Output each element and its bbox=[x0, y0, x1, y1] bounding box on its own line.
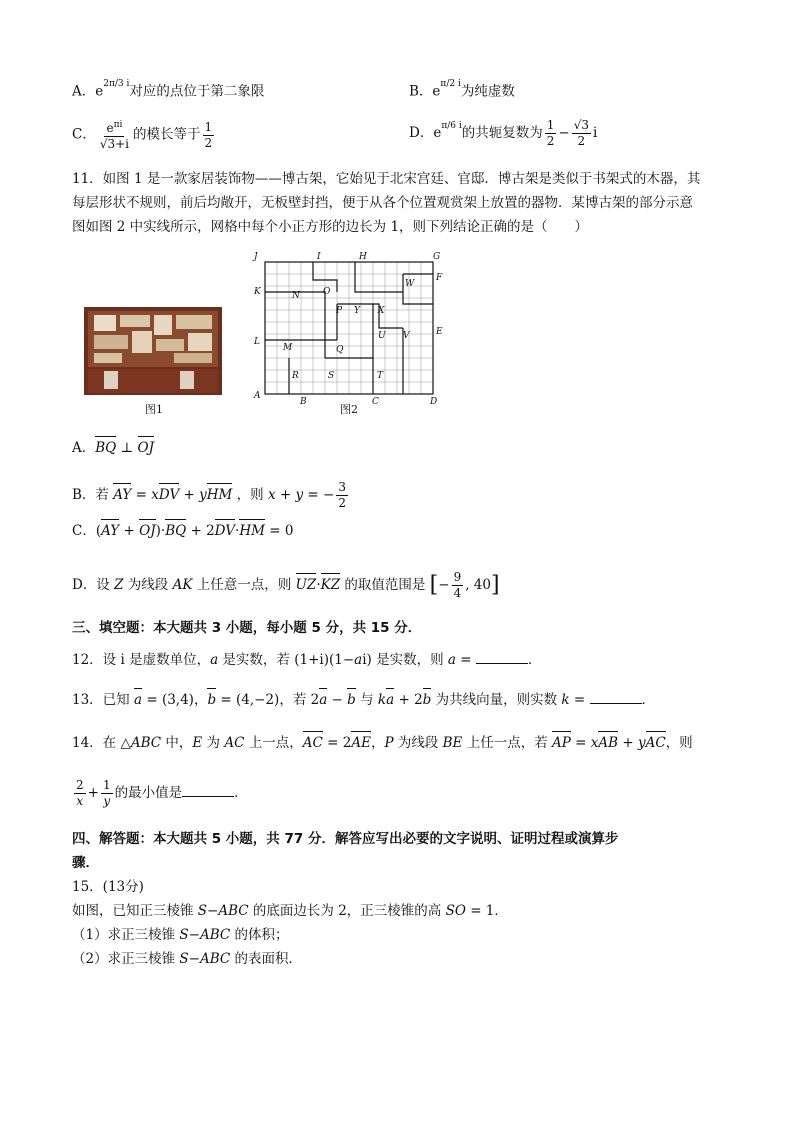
q11-stem-line2: 每层形状不规则，前后均敞开，无板壁封挡，便于从各个位置观赏架上放置的器物．某博古架的部分示意 bbox=[72, 195, 693, 211]
grid-point-label: J bbox=[254, 252, 258, 262]
grid-point-label: T bbox=[377, 371, 384, 381]
grid-point-label: O bbox=[323, 287, 331, 297]
grid-point-label: Y bbox=[354, 306, 360, 316]
grid-point-label: W bbox=[405, 279, 415, 289]
grid-point-label: U bbox=[378, 331, 386, 341]
q12: 12．设 i 是虚数单位，a 是实数，若 (1+i)(1−ai) 是实数，则 a = ． bbox=[72, 652, 542, 668]
figure-2-caption: 图2 bbox=[340, 403, 358, 416]
grid-point-label: P bbox=[336, 306, 343, 316]
grid-point-label: X bbox=[378, 306, 385, 316]
grid-point-label: R bbox=[292, 371, 299, 381]
q11-stem-line1: 11．如图 1 是一款家居装饰物——博古架，它始见于北宋宫廷、官邸．博古架是类似于书架式的木器，其 bbox=[72, 171, 701, 187]
q10-option-a: A．$e^{2\pi/3 i}$对应的点位于第二象限 bbox=[72, 79, 265, 100]
q13: 13．已知 a = (3,4)，b = (4,−2)，若 2a − b 与 ka + 2b 为共线向量，则实数 k = ． bbox=[72, 692, 655, 708]
grid-point-label: D bbox=[430, 397, 438, 407]
grid-point-label: V bbox=[403, 331, 410, 341]
q15-body: 如图，已知正三棱锥 S−ABC 的底面边长为 2，正三棱锥的高 SO = 1． bbox=[72, 903, 508, 919]
grid-point-label: E bbox=[436, 327, 443, 337]
section-4-heading-line2: 骤． bbox=[72, 855, 99, 871]
grid-point-label: K bbox=[254, 287, 261, 297]
grid-point-label: C bbox=[372, 397, 379, 407]
q14-line1: 14．在 △ABC 中，E 为 AC 上一点，AC = 2AE，P 为线段 BE 上任一点，若 AP = xAB + yAC，则 bbox=[72, 735, 693, 751]
grid-point-label: F bbox=[436, 273, 443, 283]
q10-option-b: B．$e^{\pi/2 i}$为纯虚数 bbox=[409, 79, 515, 100]
figure-2-grid-diagram bbox=[250, 250, 450, 410]
grid-point-label: H bbox=[359, 252, 367, 262]
q11-option-a: A．BQ ⊥ OJ bbox=[72, 440, 155, 456]
q11-option-b: B．若 AY = xDV + yHM ，则 x + y = − $\frac{3}{2}$ bbox=[72, 480, 346, 510]
q11-option-c: C．(AY + OJ)·BQ + 2DV·HM = 0 bbox=[72, 523, 294, 539]
grid-point-label: B bbox=[300, 397, 307, 407]
grid-point-label: A bbox=[254, 391, 261, 401]
q14-line2: $\frac{2}{x}$ + $\frac{1}{y}$ 的最小值是 ． bbox=[76, 778, 248, 808]
grid-point-label: M bbox=[283, 343, 293, 353]
section-4-heading-line1: 四、解答题：本大题共 5 小题，共 77 分．解答应写出必要的文字说明、证明过程或演算步 bbox=[72, 831, 619, 847]
section-3-heading: 三、填空题：本大题共 3 小题，每小题 5 分，共 15 分． bbox=[72, 620, 422, 636]
q11-stem-line3: 图如图 2 中实线所示，网格中每个小正方形的边长为 1，则下列结论正确的是（ ） bbox=[72, 219, 589, 235]
figure-1-caption: 图1 bbox=[145, 403, 163, 416]
grid-point-label: N bbox=[292, 291, 300, 301]
q15-sub2: （2）求正三棱锥 S−ABC 的表面积． bbox=[72, 951, 302, 967]
q10-option-c: C． $\frac{e^{\pi i}}{√3+i}$ 的模长等于 $\frac{1}{2}$ bbox=[72, 119, 213, 151]
q11-option-d: D．设 Z 为线段 AK 上任意一点，则 UZ·KZ 的取值范围是 [− $\frac{9}{4}$ , 40] bbox=[72, 570, 500, 600]
grid-point-label: I bbox=[317, 252, 321, 262]
q15-sub1: （1）求正三棱锥 S−ABC 的体积； bbox=[72, 927, 289, 943]
grid-point-label: G bbox=[433, 252, 441, 262]
grid-point-label: L bbox=[254, 337, 260, 347]
figure-1-bogu-shelf-photo bbox=[84, 307, 222, 395]
grid-point-label: S bbox=[328, 371, 335, 381]
q10-option-d: D．$e^{\pi/6 i}$的共轭复数为 $\frac{1}{2}$ − $\frac{√3}{2}$ i bbox=[409, 118, 598, 148]
grid-point-label: Q bbox=[336, 345, 344, 355]
q15-header: 15．(13分) bbox=[72, 879, 144, 895]
